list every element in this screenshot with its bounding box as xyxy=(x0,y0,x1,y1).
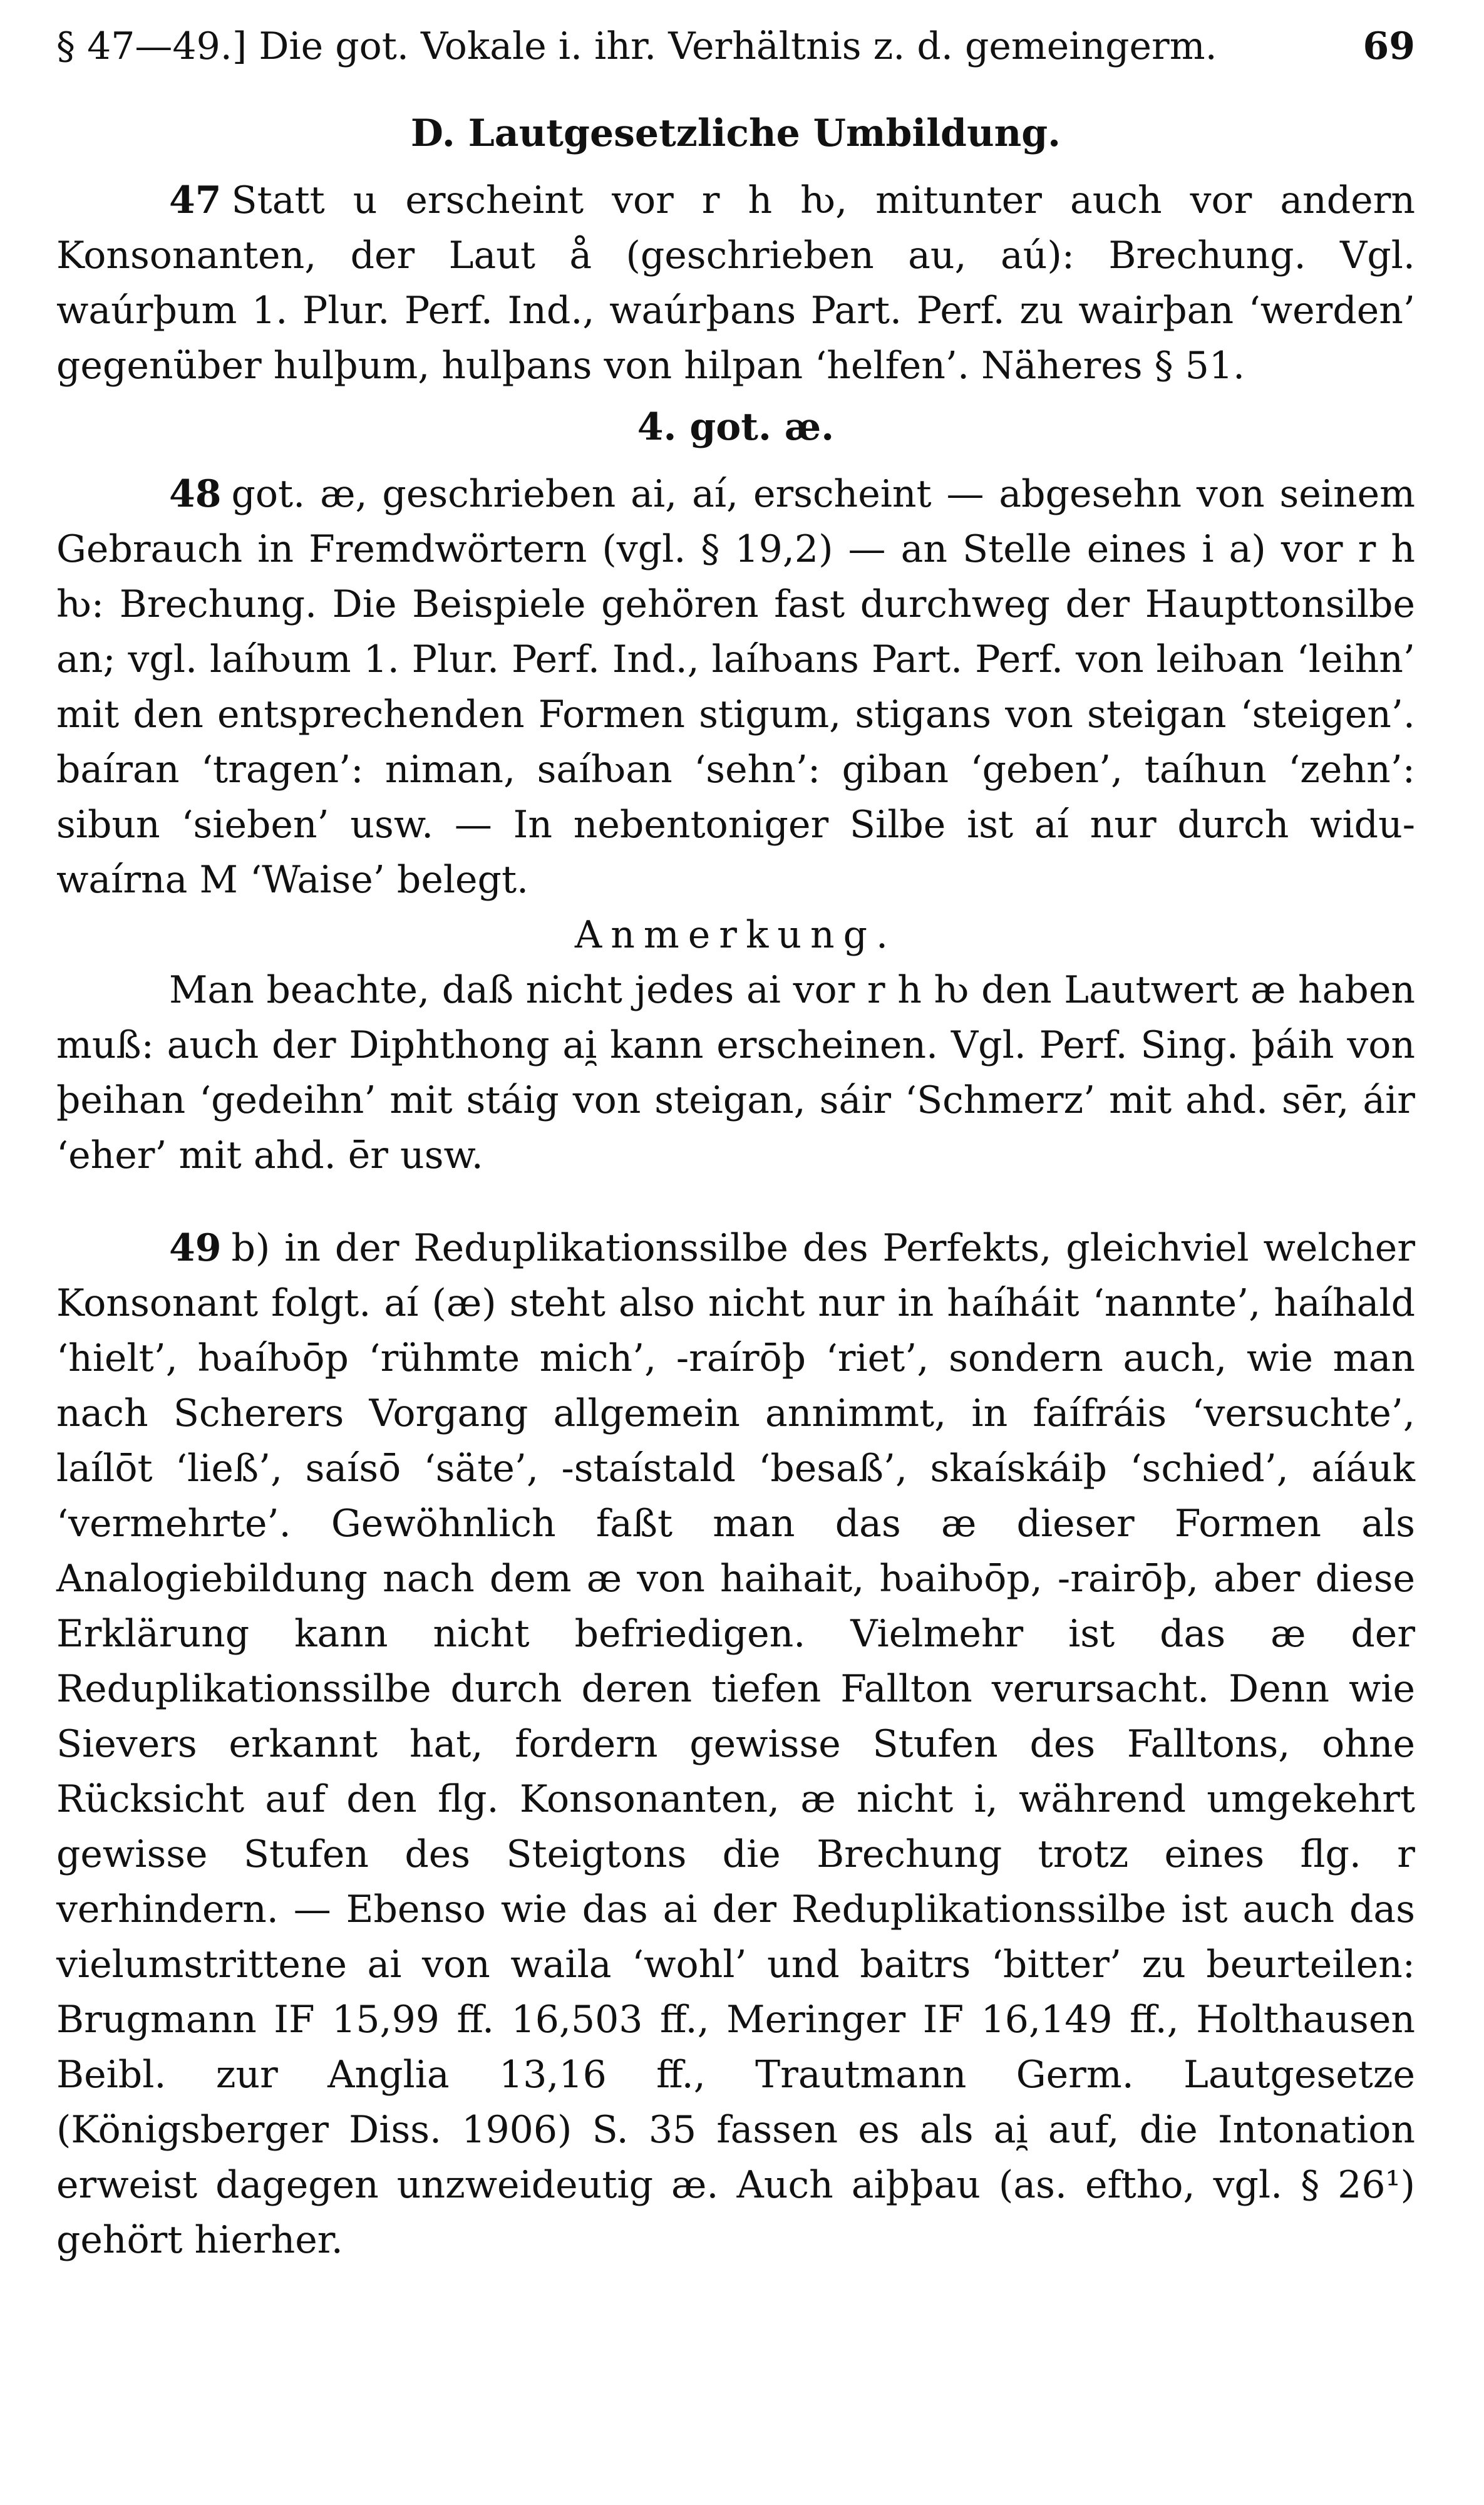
running-title: § 47—49.] Die got. Vokale i. ihr. Verhältnis z. d. gemeingerm. xyxy=(56,24,1217,68)
paragraph-text: Statt u erscheint vor r h ƕ, mitunter auch vor andern Konsonanten, der Laut å (geschrieben au, aú): Brechung. Vgl. waúrþum 1. Plur. Perf. Ind., waúrþans Part. Perf. zu wairþan ‘werden’ gegenüber hulþum, hulþans von hilpan ‘helfen’. Näheres § 51. xyxy=(56,178,1415,388)
paragraph-49 xyxy=(56,1221,1415,2268)
paragraph-47 xyxy=(56,173,1415,393)
note-title: Anmerkung. xyxy=(574,913,897,957)
paragraph-number: 49 xyxy=(169,1226,222,1270)
paragraph-number: 47 xyxy=(169,178,222,222)
paragraph-48 xyxy=(56,467,1415,907)
running-head xyxy=(56,25,1415,68)
page-number: 69 xyxy=(1363,24,1415,68)
section-heading: D. Lautgesetzliche Umbildung. xyxy=(410,111,1061,155)
paragraph-text: b) in der Reduplikationssilbe des Perfekts, gleichviel welcher Konsonant folgt. aí (æ) steht also nicht nur in haíháit ‘nannte’, haíhald ‘hielt’, ƕaíƕōp ‘rühmte mich’, -raírōþ ‘riet’, sondern auch, wie man nach Scherers Vorgang allgemein annimmt, in faífráis ‘versuchte’, laílōt ‘ließ’, saísō ‘säte’, -staístald ‘besaß’, skaískáiþ ‘schied’, aíáuk ‘vermehrte’. Gewöhnlich faßt man das æ dieser Formen als Analogiebildung nach dem æ von haihait, ƕaiƕōp, -rairōþ, aber diese Erklärung kann nicht befriedigen. Vielmehr ist das æ der Reduplikationssilbe durch deren tiefen Fallton verursacht. Denn wie Sievers erkannt hat, fordern gewisse Stufen des Falltons, ohne Rücksicht auf den flg. Konsonanten, æ nicht i, während umgekehrt gewisse Stufen des Steigtons die Brechung trotz eines flg. r verhindern. — Ebenso wie das ai der Reduplikationssilbe ist auch das vielumstrittene ai von waila ‘wohl’ und baitrs ‘bitter’ zu beurteilen: Brugmann IF 15,99 ff. 16,503 ff., Meringer IF 16,149 ff., Holthausen Beibl. zur Anglia 13,16 ff., Trautmann Germ. Lautgesetze (Königsberger Diss. 1906) S. 35 fassen es als ai̯ auf, die Intonation erweist dagegen unzweideutig æ. Auch aiþþau (as. eftho, vgl. § 26¹) gehört hierher. xyxy=(56,1226,1415,2262)
paragraph-number: 48 xyxy=(169,472,222,516)
subsection-heading: 4. got. æ. xyxy=(637,405,835,449)
paragraph-text: got. æ, geschrieben ai, aí, erscheint — abgesehn von seinem Gebrauch in Fremdwörtern (vgl. § 19,2) — an Stelle eines i a) vor r h ƕ: Brechung. Die Beispiele gehören fast durchweg der Haupttonsilbe an; vgl. laíƕum 1. Plur. Perf. Ind., laíƕans Part. Perf. von leiƕan ‘leihn’ mit den entsprechenden Formen stigum, stigans von steigan ‘steigen’. baíran ‘tragen’: niman, saíƕan ‘sehn’: giban ‘geben’, taíhun ‘zehn’: sibun ‘sieben’ usw. — In nebentoniger Silbe ist aí nur durch widu-waírna M ‘Waise’ belegt. xyxy=(56,472,1415,902)
note-text: Man beachte, daß nicht jedes ai vor r h ƕ den Lautwert æ haben muß: auch der Diphthong ai̯ kann erscheinen. Vgl. Perf. Sing. þáih von þeihan ‘gedeihn’ mit stáig von steigan, sáir ‘Schmerz’ mit ahd. sēr, áir ‘eher’ mit ahd. ēr usw. xyxy=(56,968,1415,1177)
